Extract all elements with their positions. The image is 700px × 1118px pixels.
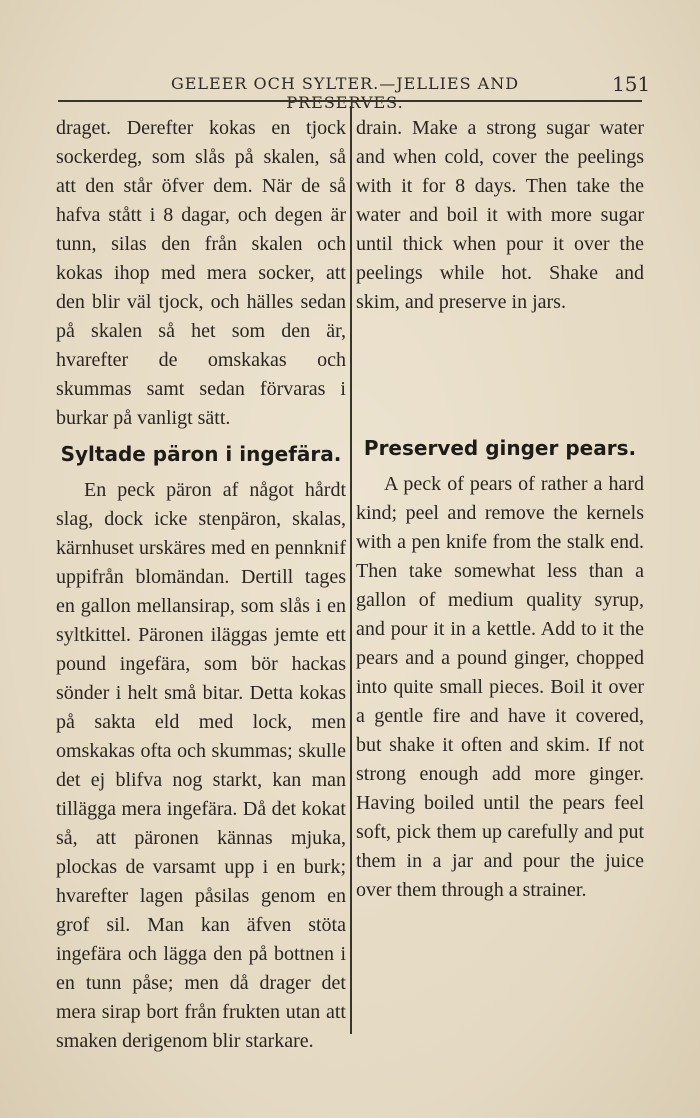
english-recipe-paragraph: A peck of pears of rather a hard kind; peel and remove the kernels with a pen knife from the stalk end. Then take somewhat less than a gallon of medium quality syrup, and pour it in a kettle. Add to it the pears and a pound ginger, chopped into quite small pieces. Boil it over a gentle fire and have it covered, but shake it often and skim. If not strong enough add more ginger. Having boiled until the pears feel soft, pick them up carefully and put them in a jar and pour the juice over them through a strainer. xyxy=(356,473,644,901)
swedish-recipe-paragraph: En peck päron af något hårdt slag, dock icke stenpäron, skalas, kärnhuset urskäres med en pennknif uppifrån blomändan. Dertill tages en gallon mellansirap, som slås i en syltkittel. Päronen iläggas jemte ett pound ingefära, som bör hackas sönder i helt små bitar. Detta kokas på sakta eld med lock, men omskakas ofta och skummas; skulle det ej blifva nog starkt, kan man tillägga mera ingefära. Då det kokat så, att päronen kännas mjuka, plockas de varsamt upp i en burk; hvarefter lagen påsilas genom en grof sil. Man kan äfven stöta ingefära och lägga den på bottnen i en tunn påse; men då drager det mera sirap bort från frukten utan att smaken derigenom blir starkare. xyxy=(56,479,346,1052)
english-continuation-text xyxy=(356,114,644,317)
column-divider xyxy=(350,106,352,1034)
header-rule xyxy=(58,100,642,102)
swedish-continuation-text xyxy=(56,114,346,433)
swedish-recipe-heading: Syltade päron i ingefära. xyxy=(60,442,342,466)
running-title: GELEER OCH SYLTER.—JELLIES AND PRESERVES. xyxy=(170,74,520,112)
english-recipe-heading: Preserved ginger pears. xyxy=(363,436,637,460)
swedish-continuation-paragraph: draget. Derefter kokas en tjock sockerdeg, som slås på skalen, så att den står öfver dem. När de så hafva stått i 8 dagar, och degen är tunn, silas den från skalen och kokas ihop med mera socker, att den blir väl tjock, och hälles sedan på skalen så het som den är, hvarefter de omskakas och skummas samt sedan förvaras i burkar på vanligt sätt. xyxy=(56,117,346,429)
swedish-recipe-body xyxy=(56,476,346,1056)
english-continuation-paragraph: drain. Make a strong sugar water and when cold, cover the peelings with it for 8 days. Then take the water and boil it with more sugar until thick when pour it over the peelings while hot. Shake and skim, and preserve in jars. xyxy=(356,117,644,313)
english-recipe-body xyxy=(356,470,644,905)
page-number: 151 xyxy=(612,72,651,96)
